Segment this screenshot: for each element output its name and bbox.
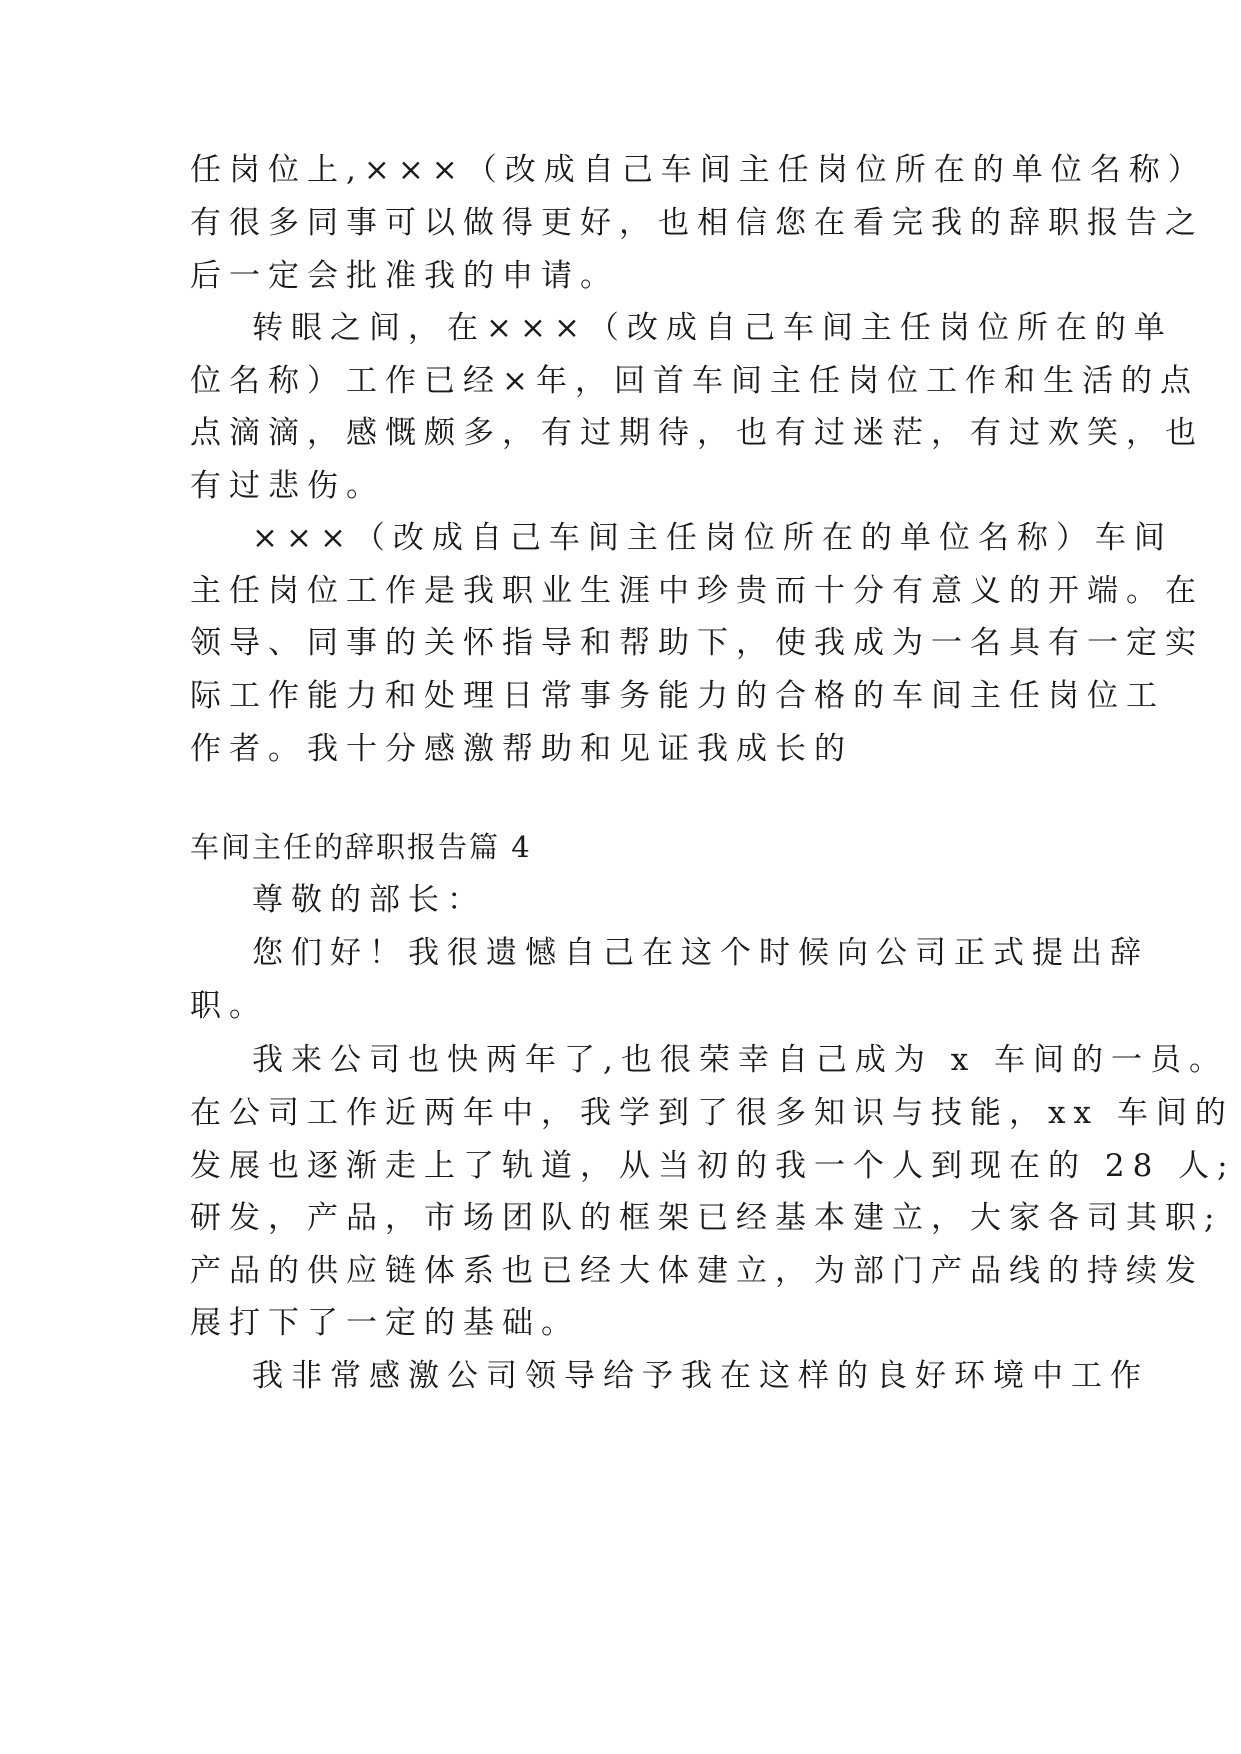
paragraph-line: 有过悲伤。 (190, 468, 385, 504)
paragraph-line: 发展也逐渐走上了轨道，从当初的我一个人到现在的 28 人; (190, 1148, 1236, 1184)
paragraph-line: 点滴滴，感慨颇多，有过期待，也有过迷茫，有过欢笑，也 (190, 415, 1204, 451)
paragraph-line: 您们好！我很遗憾自己在这个时候向公司正式提出辞 (252, 935, 1149, 971)
paragraph-line: 领导、同事的关怀指导和帮助下，使我成为一名具有一定实 (190, 625, 1204, 661)
paragraph-line: 产品的供应链体系也已经大体建立，为部门产品线的持续发 (190, 1253, 1204, 1289)
paragraph-line: 我来公司也快两年了,也很荣幸自己成为 x 车间的一员。 (252, 1042, 1229, 1078)
salutation: 尊敬的部长： (252, 882, 486, 918)
paragraph-line: 任岗位上,×××（改成自己车间主任岗位所在的单位名称） (190, 152, 1207, 188)
paragraph-line: 际工作能力和处理日常事务能力的合格的车间主任岗位工 (190, 678, 1165, 714)
paragraph-line: 位名称）工作已经×年，回首车间主任岗位工作和生活的点 (190, 363, 1199, 399)
paragraph-line: 展打下了一定的基础。 (190, 1305, 580, 1341)
paragraph-line: 研发，产品，市场团队的框架已经基本建立，大家各司其职; (190, 1200, 1223, 1236)
section-heading: 车间主任的辞职报告篇 4 (190, 830, 532, 864)
paragraph-line: 转眼之间，在×××（改成自己车间主任岗位所在的单 (252, 310, 1173, 346)
paragraph-line: 主任岗位工作是我职业生涯中珍贵而十分有意义的开端。在 (190, 573, 1204, 609)
paragraph-line: 在公司工作近两年中，我学到了很多知识与技能，xx 车间的 (190, 1095, 1234, 1131)
paragraph-line: 作者。我十分感激帮助和见证我成长的 (190, 731, 853, 767)
paragraph-line: 后一定会批准我的申请。 (190, 258, 619, 294)
paragraph-line: ×××（改成自己车间主任岗位所在的单位名称）车间 (252, 520, 1173, 556)
paragraph-line: 有很多同事可以做得更好，也相信您在看完我的辞职报告之 (190, 205, 1204, 241)
paragraph-line: 职。 (190, 988, 268, 1024)
paragraph-line: 我非常感激公司领导给予我在这样的良好环境中工作 (252, 1358, 1149, 1394)
